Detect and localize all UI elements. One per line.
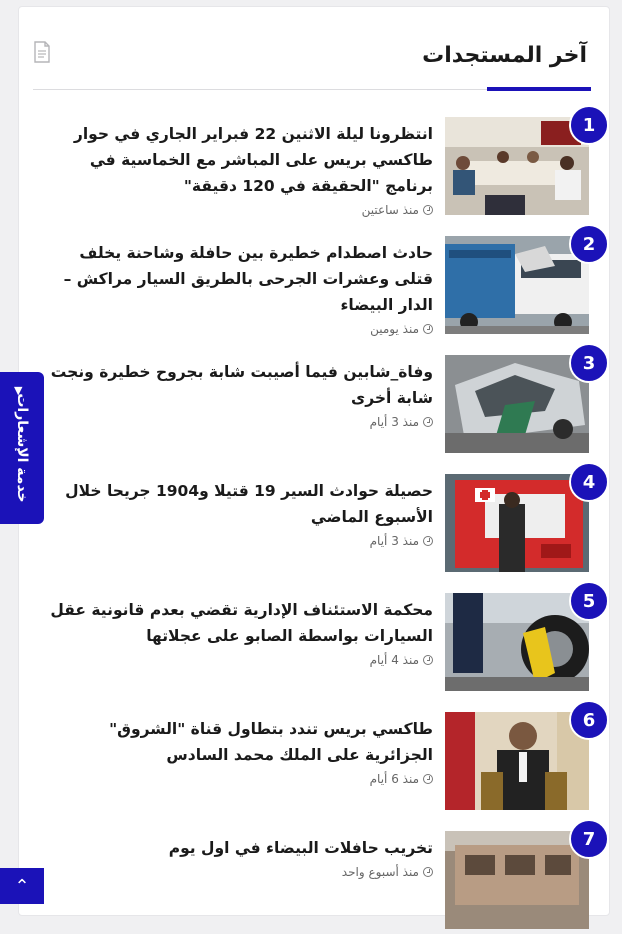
news-meta — [37, 322, 433, 336]
news-headline[interactable]: حادث اصطدام خطيرة بين حافلة وشاحنة يخلف قتلى وعشرات الجرحى بالطريق السيار مراكش – الدار البيضاء — [63, 244, 433, 314]
news-meta — [37, 772, 433, 786]
news-time: منذ 3 أيام — [369, 534, 419, 548]
news-thumbnail[interactable] — [445, 236, 589, 334]
news-item[interactable] — [19, 815, 609, 934]
news-item[interactable] — [19, 696, 609, 815]
title-accent-bar — [487, 87, 591, 91]
scroll-to-top-button[interactable] — [0, 868, 44, 904]
news-headline[interactable]: حصيلة حوادث السير 19 قتيلا و1904 جريحا خلال الأسبوع الماضي — [65, 482, 433, 526]
clock-icon — [423, 417, 433, 427]
news-meta — [37, 653, 433, 667]
clock-icon — [423, 324, 433, 334]
news-meta — [37, 534, 433, 548]
rank-badge: 7 — [569, 819, 609, 859]
latest-news-widget — [18, 6, 610, 916]
rank-badge: 3 — [569, 343, 609, 383]
news-thumbnail[interactable] — [445, 355, 589, 453]
clock-icon — [423, 774, 433, 784]
widget-title: آخر المستجدات — [422, 43, 587, 68]
news-time: منذ 3 أيام — [369, 415, 419, 429]
rank-badge: 5 — [569, 581, 609, 621]
news-list — [19, 101, 609, 934]
news-headline[interactable]: وفاة_شابين فيما أصيبت شابة بجروح خطيرة ونجت شابة أخرى — [50, 363, 433, 407]
notifications-tab[interactable] — [0, 372, 44, 524]
rank-badge: 1 — [569, 105, 609, 145]
clock-icon — [423, 655, 433, 665]
news-headline[interactable]: طاكسي بريس تندد بتطاول قناة "الشروق" الجزائرية على الملك محمد السادس — [109, 720, 433, 764]
clock-icon — [423, 205, 433, 215]
news-item[interactable] — [19, 220, 609, 339]
news-headline[interactable]: انتظرونا ليلة الاثنين 22 فبراير الجاري في حوار طاكسي بريس على المباشر مع الخماسية في برنامج "الحقيقة في 120 دقيقة" — [73, 125, 433, 195]
news-time: منذ 4 أيام — [369, 653, 419, 667]
clock-icon — [423, 536, 433, 546]
news-headline[interactable]: تخريب حافلات البيضاء في اول يوم — [168, 839, 433, 857]
news-item[interactable] — [19, 577, 609, 696]
news-time: منذ ساعتين — [361, 203, 419, 217]
news-item[interactable] — [19, 101, 609, 220]
news-item[interactable] — [19, 458, 609, 577]
document-icon[interactable] — [33, 41, 51, 63]
triangle-down-icon: ▼ — [14, 384, 23, 397]
chevron-up-icon: ⌃ — [14, 875, 30, 897]
news-thumbnail[interactable] — [445, 474, 589, 572]
rank-badge: 4 — [569, 462, 609, 502]
news-headline[interactable]: محكمة الاستئناف الإدارية تقضي بعدم قانونية عقل السيارات بواسطة الصابو على عجلاتها — [50, 601, 433, 645]
news-thumbnail[interactable] — [445, 712, 589, 810]
news-thumbnail[interactable] — [445, 117, 589, 215]
news-time: منذ 6 أيام — [369, 772, 419, 786]
news-time: منذ يومين — [370, 322, 419, 336]
news-item[interactable] — [19, 339, 609, 458]
news-thumbnail[interactable] — [445, 593, 589, 691]
rank-badge: 6 — [569, 700, 609, 740]
clock-icon — [423, 867, 433, 877]
news-meta — [37, 865, 433, 879]
news-thumbnail[interactable] — [445, 831, 589, 929]
notifications-tab-label: خدمة الإشعارات — [14, 393, 30, 503]
news-meta — [37, 415, 433, 429]
news-meta — [37, 203, 433, 217]
rank-badge: 2 — [569, 224, 609, 264]
news-time: منذ أسبوع واحد — [341, 865, 419, 879]
